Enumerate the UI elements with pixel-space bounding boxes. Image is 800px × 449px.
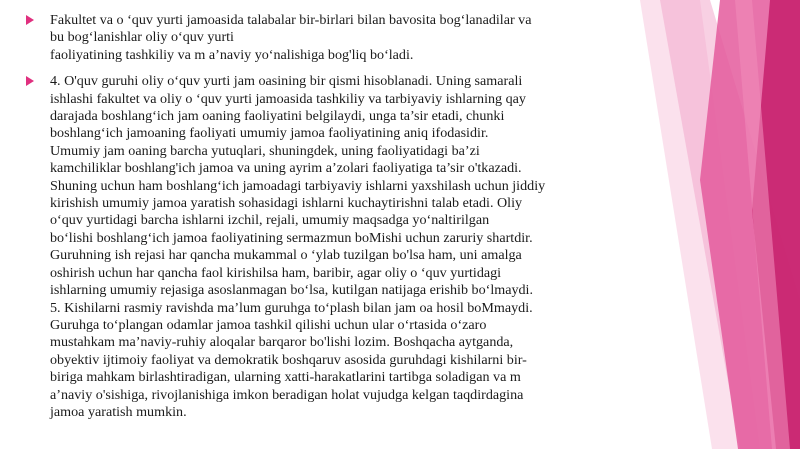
bullet-item [24,12,624,64]
bullet-text-line: jamoa yaratish mumkin. [50,403,187,420]
bullet-text-line: mustahkam ma’naviy-ruhiy aloqalar barqaror bo'lishi lozim. Boshqacha aytganda, [50,334,514,351]
bullet-list [24,12,624,421]
bullet-text-line: Fakultet va o ‘quv yurti jamoasida talabalar bir-birlari bilan bavosita bog‘lanadilar va [50,12,532,28]
bullet-text-line: o‘quv yurtidagi barcha ishlarni izchil, rejali, umumiy maqsadga yo‘naltirilgan [50,212,490,229]
bullet-text-line: a’naviy o'sishiga, rivojlanishiga imkon beradigan holat vujudga kelgan taqdirdagina [50,386,524,403]
slide-body [24,12,624,421]
bullet-text-line: ishlashi fakultet va oliy o ‘quv yurti jamoasida tashkiliy va tarbiyaviy ishlarning qay [50,90,526,107]
triangle-bullet-icon [26,15,34,25]
bullet-text-line: kirishish umumiy jamoa yaratish sohasidagi ishlarni kuchaytirishni talab etadi. Oliy [50,195,523,212]
bullet-text-line: faoliyatining tashkiliy va m a’naviy yo‘nalishiga bog'liq bo‘ladi. [50,46,414,63]
bullet-text-line: kamchiliklar boshlang'ich jamoa va uning ayrim a’zolari faoliyatiga ta’sir o'tkazadi. [50,160,522,177]
bullet-text-line: 5. Kishilarni rasmiy ravishda ma’lum guruhga to‘plash bilan jam oa hosil boMmaydi. [50,299,533,316]
bullet-text-line: 4. O'quv guruhi oliy o‘quv yurti jam oasining bir qismi hisoblanadi. Uning samarali [50,73,523,90]
bullet-item [24,73,624,421]
bullet-text-line: darajada boshlang‘ich jam oaning faoliyatini belgilaydi, unga ta’sir etadi, chunki [50,108,505,125]
bullet-text-line: ishlarning umumiy rejasiga asoslanmagan bo‘lsa, kutilgan natijaga erishib bo‘lmaydi. [50,282,533,299]
bullet-text-line: Guruhga to‘plangan odamlar jamoa tashkil qilishi uchun ular o‘rtasida o‘zaro [50,316,487,333]
bullet-text-line: bu bog‘lanishlar oliy o‘quv yurti [50,29,234,46]
triangle-bullet-icon [26,76,34,86]
bullet-text-line: bo‘lishi boshlang‘ich jamoa faoliyatining sermazmun boMishi uchun zaruriy shartdir. [50,229,533,246]
bullet-text-line: obyektiv ijtimoiy faoliyat va demokratik boshqaruv asosida guruhdagi kishilarni bir- [50,351,527,368]
bullet-text-line: Guruhning ish rejasi har qancha mukammal o ‘ylab tuzilgan bo'lsa ham, uni amalga [50,247,522,264]
bullet-text-line: oshirish uchun har qancha faol kirishilsa ham, baribir, agar oliy o ‘quv yurtidagi [50,264,502,281]
bullet-text-line: Shuning uchun ham boshlang‘ich jamoadagi tarbiyaviy ishlarni yaxshilash uchun jiddiy [50,177,546,194]
bullet-text-line: biriga mahkam birlashtiradigan, ularning xatti-harakatlarini tartibga soladigan va m [50,369,521,386]
bullet-text-line: Umumiy jam oaning barcha yutuqlari, shuningdek, uning faoliyatidagi ba’zi [50,142,480,159]
bullet-text-line: boshlang‘ich jamoaning faoliyati umumiy jamoa faoliyatining aniq ifodasidir. [50,125,489,142]
